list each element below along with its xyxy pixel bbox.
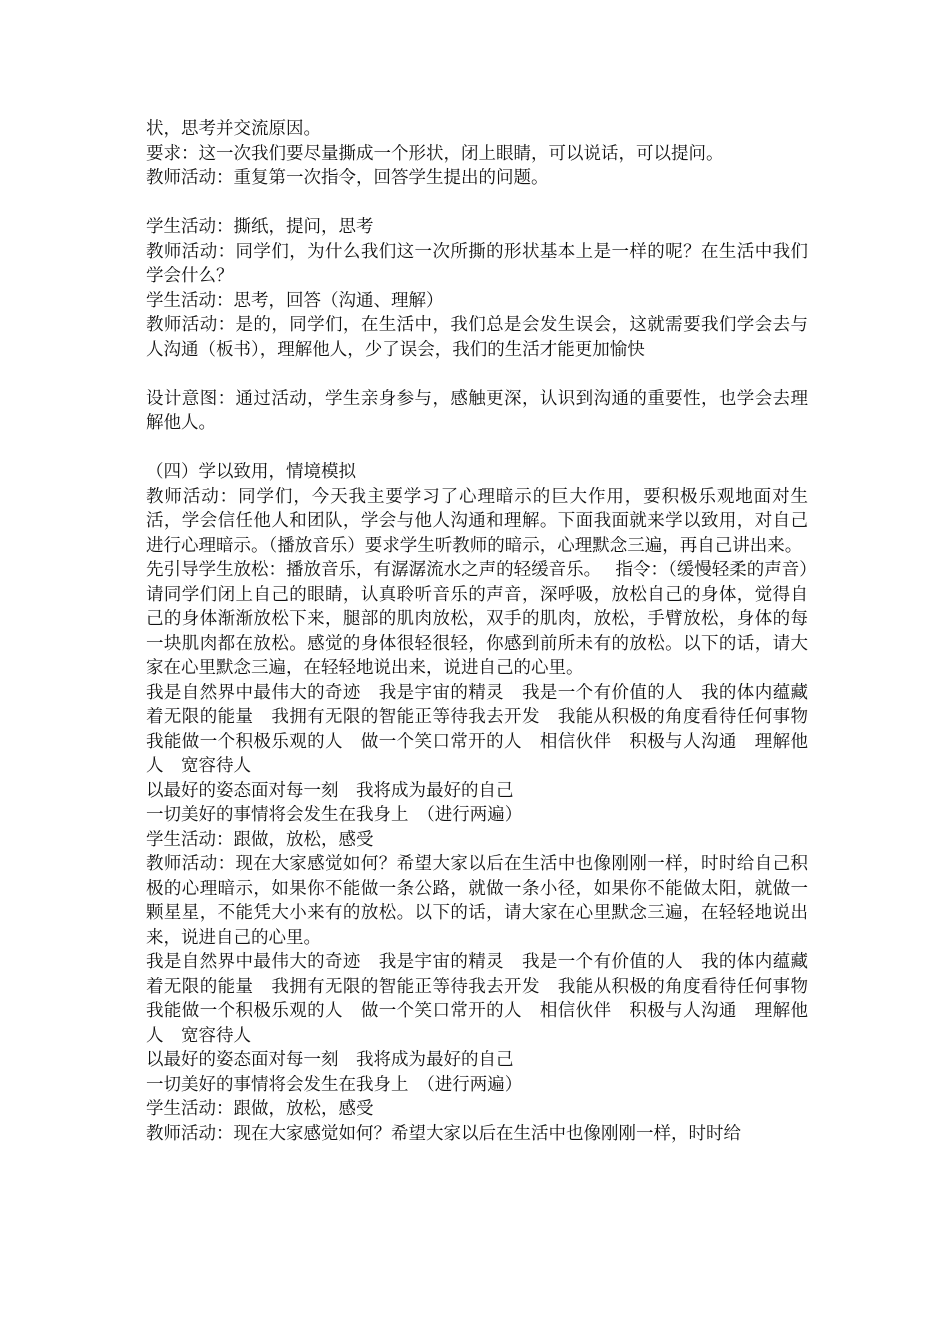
paragraph-2: 要求：这一次我们要尽量撕成一个形状，闭上眼睛，可以说话，可以提问。	[146, 143, 724, 164]
paragraph-17: 一切美好的事情将会发生在我身上 （进行两遍）	[146, 805, 523, 825]
paragraph-8: 教师活动：是的，同学们，在生活中，我们总是会发生误会，这就需要我们学会去与人沟通（板书），理解他人，少了误会，我们的生活才能更加愉快	[146, 315, 808, 360]
section-heading: （四）学以致用，情境模拟	[146, 462, 356, 482]
blank-line	[146, 362, 808, 387]
paragraph-10: 设计意图：通过活动，学生亲身参与，感触更深，认识到沟通的重要性，也学会去理解他人。	[146, 388, 808, 433]
document-page	[146, 117, 826, 1146]
paragraph-3: 教师活动：重复第一次指令，回答学生提出的问题。	[146, 168, 549, 188]
paragraph-22: 一切美好的事情将会发生在我身上 （进行两遍）	[146, 1074, 523, 1095]
paragraph-13: 教师活动：同学们，今天我主要学习了心理暗示的巨大作用，要积极乐观地面对生活，学会信任他人和团队，学会与他人沟通和理解。下面我面就来学以致用，对自己进行心理暗示。（播放音乐）要求学生听教师的暗示，心理默念三遍，再自己讲出来。	[146, 486, 808, 556]
paragraph-23: 学生活动：跟做，放松，感受	[146, 1099, 374, 1119]
affirmation-block-2: 我是自然界中最伟大的奇迹 我是宇宙的精灵 我是一个有价值的人 我的体内蕴藏着无限的能量 我拥有无限的智能正等待我去开发 我能从积极的角度看待任何事物 我能做一个积极乐观的人 做一个笑口常开的人 相信伙伴 积极与人沟通 理解他人 宽容待人	[146, 952, 826, 1046]
paragraph-21: 以最好的姿态面对每一刻 我将成为最好的自己	[146, 1050, 514, 1070]
blank-line	[146, 436, 808, 461]
affirmation-block-1: 我是自然界中最伟大的奇迹 我是宇宙的精灵 我是一个有价值的人 我的体内蕴藏着无限的能量 我拥有无限的智能正等待我去开发 我能从积极的角度看待任何事物 我能做一个积极乐观的人 做一个笑口常开的人 相信伙伴 积极与人沟通 理解他人 宽容待人	[146, 682, 826, 776]
paragraph-6: 教师活动：同学们，为什么我们这一次所撕的形状基本上是一样的呢？在生活中我们学会什么？	[146, 241, 808, 286]
paragraph-1: 状，思考并交流原因。	[146, 119, 321, 139]
paragraph-24: 教师活动：现在大家感觉如何？希望大家以后在生活中也像刚刚一样，时时给	[146, 1123, 741, 1144]
paragraph-16: 以最好的姿态面对每一刻 我将成为最好的自己	[146, 780, 514, 801]
paragraph-7: 学生活动：思考，回答（沟通、理解）	[146, 290, 444, 311]
blank-line	[146, 191, 808, 216]
paragraph-5: 学生活动：撕纸，提问，思考	[146, 217, 374, 237]
paragraph-18: 学生活动：跟做，放松，感受	[146, 829, 374, 850]
paragraph-19: 教师活动：现在大家感觉如何？希望大家以后在生活中也像刚刚一样，时时给自己积极的心理暗示，如果你不能做一条公路，就做一条小径，如果你不能做太阳，就做一颗星星，不能凭大小来有的放松。以下的话，请大家在心里默念三遍，在轻轻地说出来，说进自己的心里。	[146, 854, 808, 948]
paragraph-14: 先引导学生放松：播放音乐，有潺潺流水之声的轻缓音乐。 指令：（缓慢轻柔的声音）请同学们闭上自己的眼睛，认真聆听音乐的声音，深呼吸，放松自己的身体，觉得自己的身体渐渐放松下来，腿部的肌肉放松，双手的肌肉，放松，手臂放松，身体的每一块肌肉都在放松。感觉的身体很轻很轻，你感到前所未有的放松。以下的话，请大家在心里默念三遍，在轻轻地说出来，说进自己的心里。	[146, 560, 808, 678]
